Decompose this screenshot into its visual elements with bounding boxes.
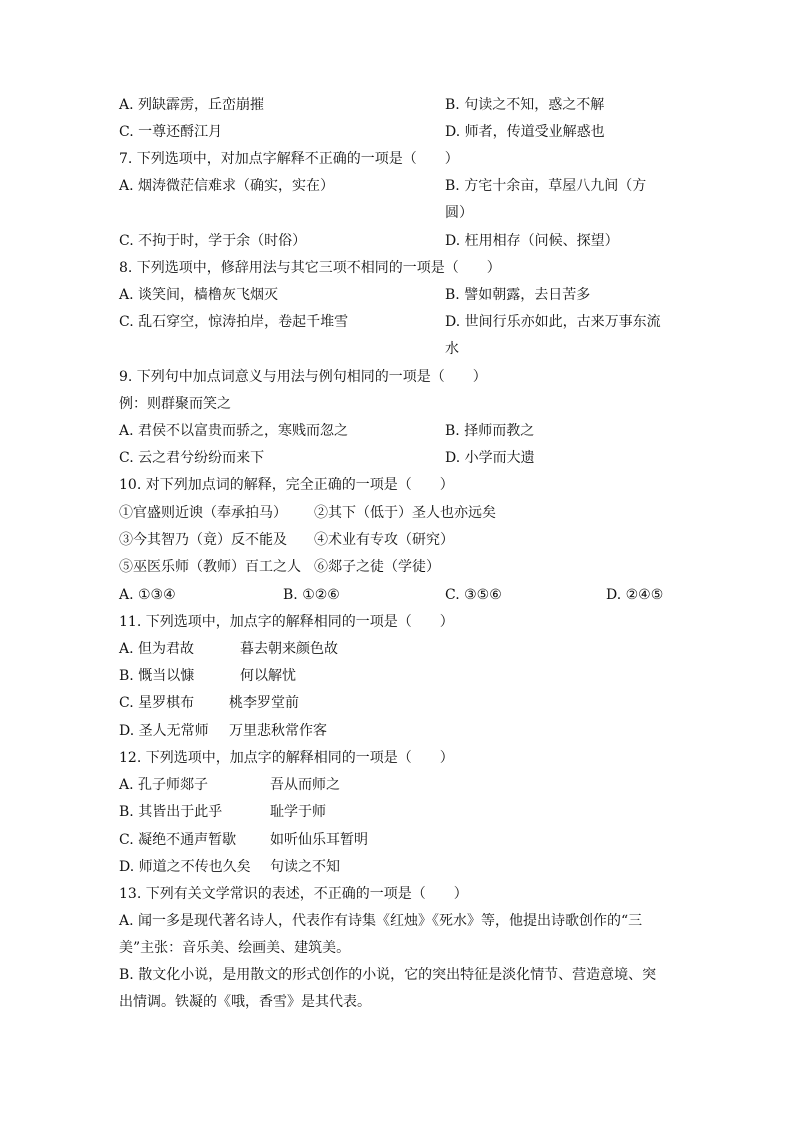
q12-option-b [119, 803, 326, 821]
q10-option-c: C. ③⑤⑥ [445, 587, 502, 603]
q10-item-5: ⑤巫医乐师（教师）百工之人 [119, 559, 301, 575]
q8-option-d [445, 309, 667, 363]
q8-option-b: B. 譬如朝露，去日苦多 [445, 287, 591, 303]
q11-stem: 11. 下列选项中，加点字的解释相同的一项是（ ） [119, 614, 454, 630]
q11-a-left: A. 但为君故 [119, 641, 195, 657]
q11-c-right: 桃李罗堂前 [229, 695, 299, 711]
q7-option-a: A. 烟涛微茫信难求（确实，实在） [119, 178, 335, 194]
q6-option-c: C. 一尊还酹江月 [119, 124, 223, 140]
q7-option-b-text: B. 方宅十余亩，草屋八九间（方圆） [445, 178, 647, 221]
q9-option-b: B. 择师而教之 [445, 423, 535, 439]
q12-d-left: D. 师道之不传也久矣 [119, 859, 251, 875]
q9-example: 例：则群聚而笑之 [119, 396, 231, 412]
q12-stem: 12. 下列选项中，加点字的解释相同的一项是（ ） [119, 750, 454, 766]
q6-option-b: B. 句读之不知，惑之不解 [445, 97, 605, 113]
q8-option-d-text: D. 世间行乐亦如此，古来万事东流水 [445, 314, 661, 357]
q11-option-c [119, 694, 299, 712]
q10-item-6: ⑥郯子之徒（学徒） [314, 559, 440, 575]
q11-b-left: B. 慨当以慷 [119, 668, 195, 684]
q10-stem: 10. 对下列加点词的解释，完全正确的一项是（ ） [119, 477, 454, 493]
q9-option-d: D. 小学而大遗 [445, 450, 535, 466]
q12-option-d [119, 858, 340, 876]
q10-item-2: ②其下（低于）圣人也亦远矣 [314, 505, 496, 521]
q11-option-b [119, 667, 296, 685]
q8-stem: 8. 下列选项中，修辞用法与其它三项不相同的一项是（ ） [119, 260, 501, 276]
q10-item-1: ①官盛则近谀（奉承拍马） [119, 505, 287, 521]
q13-stem: 13. 下列有关文学常识的表述，不正确的一项是（ ） [119, 886, 468, 902]
q12-a-left: A. 孔子师郯子 [119, 777, 209, 793]
q7-option-b [445, 173, 667, 227]
q8-option-a: A. 谈笑间，樯橹灰飞烟灭 [119, 287, 279, 303]
q12-c-left: C. 凝绝不通声暂歇 [119, 832, 237, 848]
q10-option-a: A. ①③④ [119, 587, 176, 603]
q11-option-a [119, 640, 338, 658]
q12-c-right: 如听仙乐耳暂明 [270, 832, 368, 848]
q12-option-a [119, 776, 340, 794]
q9-option-c: C. 云之君兮纷纷而来下 [119, 450, 265, 466]
q11-d-left: D. 圣人无常师 [119, 723, 209, 739]
q9-option-a: A. 君侯不以富贵而骄之，寒贱而忽之 [119, 423, 349, 439]
q10-item-3: ③今其智乃（竟）反不能及 [119, 532, 287, 548]
q7-option-c: C. 不拘于时，学于余（时俗） [119, 233, 307, 249]
q11-option-d [119, 722, 327, 740]
q13-option-a: A. 闻一多是现代著名诗人，代表作有诗集《红烛》《死水》等，他提出诗歌创作的“三美”主张：音乐美、绘画美、建筑美。 [119, 913, 643, 956]
q12-a-right: 吾从而师之 [270, 777, 340, 793]
q8-option-c: C. 乱石穿空，惊涛拍岸，卷起千堆雪 [119, 314, 349, 330]
q12-option-c [119, 831, 368, 849]
q11-a-right: 暮去朝来颜色故 [240, 641, 338, 657]
q12-d-right: 句读之不知 [270, 859, 340, 875]
q12-b-left: B. 其皆出于此乎 [119, 804, 223, 820]
q13-option-b: B. 散文化小说，是用散文的形式创作的小说，它的突出特征是淡化情节、营造意境、突出情调。铁凝的《哦，香雪》是其代表。 [119, 967, 657, 1010]
q10-item-4: ④术业有专攻（研究） [314, 532, 454, 548]
q10-option-b: B. ①②⑥ [283, 587, 340, 603]
q11-b-right: 何以解忧 [240, 668, 296, 684]
q9-stem: 9. 下列句中加点词意义与用法与例句相同的一项是（ ） [119, 369, 487, 385]
q12-b-right: 耻学于师 [270, 804, 326, 820]
q10-option-d: D. ②④⑤ [606, 587, 664, 603]
q7-stem: 7. 下列选项中，对加点字解释不正确的一项是（ ） [119, 151, 459, 167]
q11-d-right: 万里悲秋常作客 [229, 723, 327, 739]
q11-c-left: C. 星罗棋布 [119, 695, 195, 711]
q6-option-a: A. 列缺霹雳，丘峦崩摧 [119, 97, 265, 113]
q7-option-d: D. 枉用相存（问候、探望） [445, 233, 619, 249]
q6-option-d: D. 师者，传道受业解惑也 [445, 124, 605, 140]
